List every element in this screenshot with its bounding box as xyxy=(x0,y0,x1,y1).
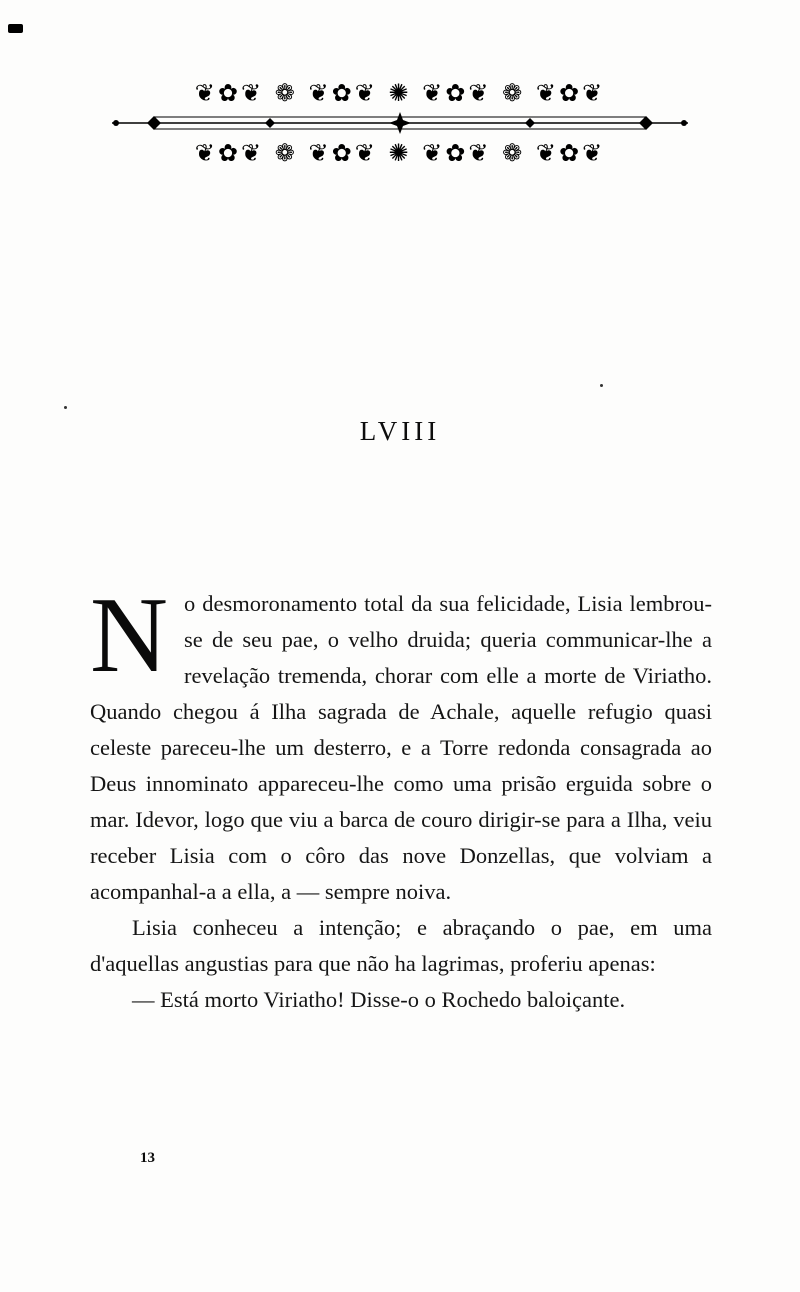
ornament-rule xyxy=(110,108,690,138)
paragraph: Lisia conheceu a intenção; e abraçando o pae, em uma d'aquellas angustias para que não ha lagrimas, proferiu apenas: xyxy=(90,915,712,976)
paragraph xyxy=(90,576,712,910)
scan-artifact xyxy=(64,406,67,409)
ornament-fleurons-bottom: ❦✿❦ ❁ ❦✿❦ ✺ ❦✿❦ ❁ ❦✿❦ xyxy=(194,139,606,167)
body-text xyxy=(90,576,712,1018)
decorative-ornament xyxy=(100,80,700,166)
paragraph: — Está morto Viriatho! Disse-o o Rochedo baloiçante. xyxy=(132,987,626,1012)
drop-cap: N xyxy=(90,576,168,695)
scan-artifact xyxy=(600,384,603,387)
chapter-heading: LVIII xyxy=(359,416,441,446)
paragraph-text: o desmoronamento total da sua felicidade, Lisia lembrou-se de seu pae, o velho druida; queria communicar-lhe a revelação tremenda, chorar com elle a morte de Viriatho. Quando chegou á Ilha sagrada de Achale, aquelle refugio quasi celeste pareceu-lhe um desterro, e a Torre redonda consagrada ao Deus innominato appareceu-lhe como uma prisão erguida sobre o mar. Idevor, logo que viu a barca de couro dirigir-se para a Ilha, veiu receber Lisia com o côro das nove Donzellas, que volviam a acompanhal-a a ella, a — sempre noiva. xyxy=(90,591,712,904)
page-number: 13 xyxy=(140,1150,155,1166)
scan-artifact xyxy=(8,24,23,33)
ornament-fleurons-top: ❦✿❦ ❁ ❦✿❦ ✺ ❦✿❦ ❁ ❦✿❦ xyxy=(194,79,606,107)
